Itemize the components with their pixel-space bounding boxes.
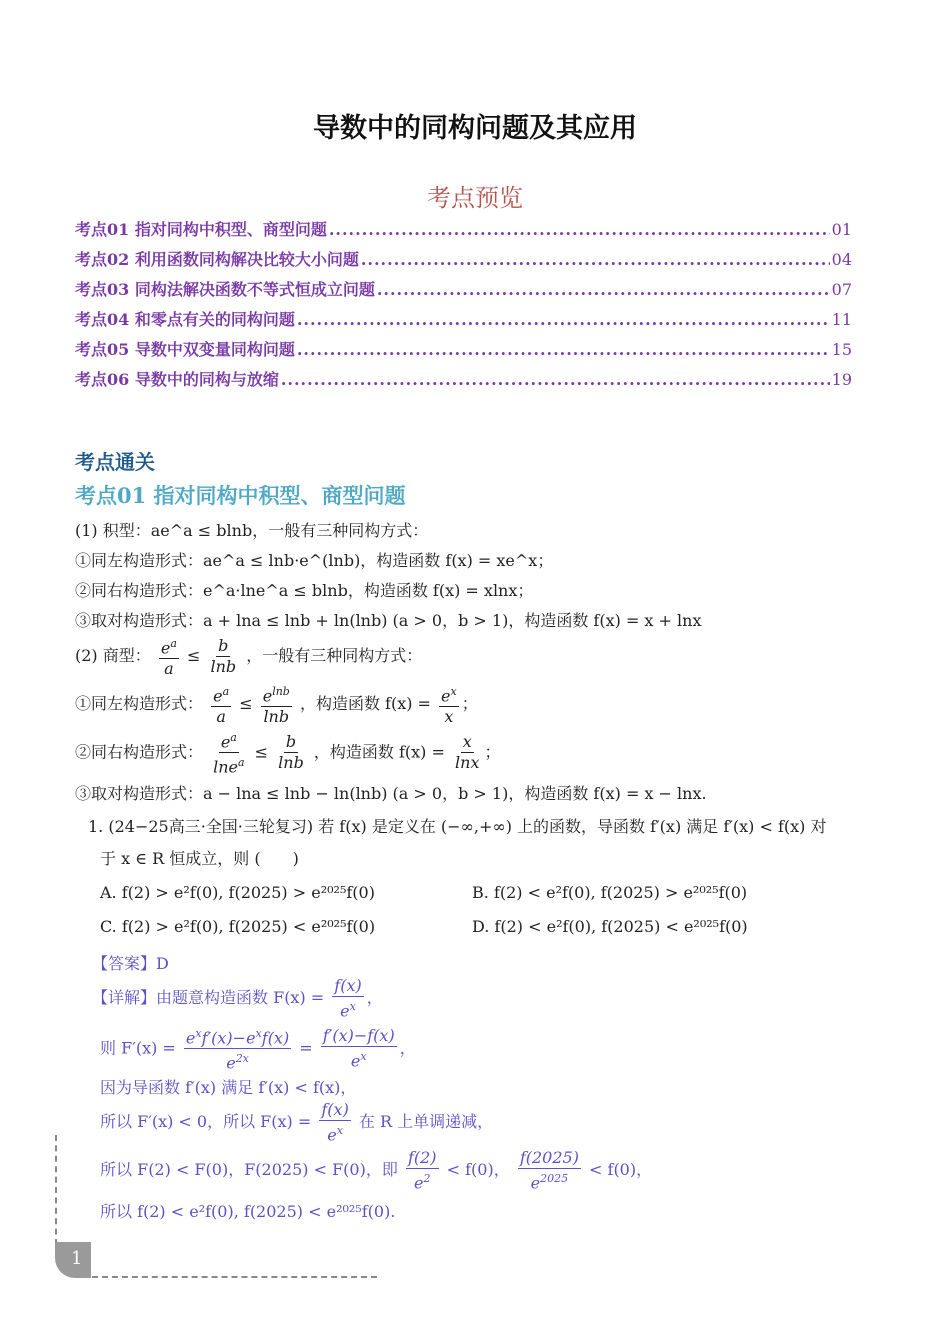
- toc-item[interactable]: [75, 277, 852, 303]
- toc-item-label: 考点02 利用函数同构解决比较大小问题: [75, 250, 359, 269]
- answer-label: 【答案】D: [92, 954, 169, 973]
- toc-item-page: 15: [831, 340, 852, 359]
- fraction: $\frac{e^x}{x}$: [439, 682, 459, 727]
- text-fragment: ，构造函数 f(x) =: [313, 742, 445, 762]
- text-line: (1) 积型：ae^a ≤ blnb，一般有三种同构方式：: [75, 521, 429, 540]
- fraction: $\frac{b}{\ln b}$: [210, 636, 237, 677]
- fraction: $\frac{f(2025)}{e^{2025}}$: [519, 1148, 579, 1193]
- toc-leader: [297, 340, 830, 359]
- text-line: ②同右构造形式：e^a·lne^a ≤ blnb，构造函数 f(x) = xlnx；: [75, 581, 534, 600]
- page-border-vertical: [55, 1135, 57, 1245]
- fraction: $\frac{e^a}{a}$: [211, 682, 231, 727]
- toc-item[interactable]: [75, 337, 852, 363]
- toc-leader: [281, 370, 830, 389]
- toc-item-page: 07: [831, 280, 852, 299]
- formula-line: ①同左构造形式： $\frac{e^a}{a}$ ≤ $\frac{e^{lnb}}{\ln b}$ ，构造函数 f(x) = $\frac{e^x}{x}$ ；: [75, 682, 478, 727]
- explanation-line: [100, 1100, 493, 1145]
- explanation-line: 所以 F(2) < F(0)，F(2025) < F(0)，即 $\frac{f(2)}{e^2}$ < f(0)， $\frac{f(2025)}{e^{2025}}$ < f(0)，: [100, 1148, 653, 1193]
- toc-item-label: 考点01 指对同构中积型、商型问题: [75, 220, 327, 239]
- text-fragment: 则 F′(x) =: [100, 1038, 176, 1058]
- toc-item[interactable]: [75, 367, 852, 393]
- option-b[interactable]: B. f(2) < e²f(0), f(2025) > e²⁰²⁵f(0): [472, 883, 748, 902]
- option-d[interactable]: D. f(2) < e²f(0), f(2025) < e²⁰²⁵f(0): [472, 917, 748, 936]
- text-fragment: ②同右构造形式：: [75, 742, 204, 762]
- page-border-horizontal: [92, 1276, 377, 1278]
- toc-item-label: 考点06 导数中的同构与放缩: [75, 370, 279, 389]
- toc-item-label: 考点05 导数中双变量同构问题: [75, 340, 295, 359]
- toc-item-page: 19: [831, 370, 852, 389]
- toc-leader: [377, 280, 830, 299]
- topic-title: 考点01 指对同构中积型、商型问题: [75, 483, 406, 508]
- formula-line: ②同右构造形式： $\frac{e^a}{\ln e^a}$ ≤ $\frac{b}{\ln b}$ ，构造函数 f(x) = $\frac{x}{\ln x}$ ；: [75, 728, 500, 778]
- toc-item-page: 11: [831, 310, 852, 329]
- fraction: $\frac{f'(x)-f(x)}{e^x}$: [322, 1026, 395, 1071]
- section-heading: 考点通关: [75, 450, 155, 474]
- fraction: $\frac{f(2)}{e^2}$: [407, 1148, 437, 1193]
- fraction: $\frac{x}{\ln x}$: [455, 732, 480, 773]
- fraction: $\frac{f(x)}{e^x}$: [334, 976, 362, 1021]
- fraction: $\frac{e^xf'(x)-e^xf(x)}{e^{2x}}$: [184, 1024, 291, 1074]
- text-fragment: ，一般有三种同构方式：: [246, 646, 423, 666]
- toc-item[interactable]: [75, 217, 852, 243]
- text-fragment: ，构造函数 f(x) =: [299, 694, 431, 714]
- fraction: $\frac{e^a}{a}$: [159, 634, 179, 679]
- text-fragment: ①同左构造形式：: [75, 694, 204, 714]
- page-title: 导数中的同构问题及其应用: [313, 113, 637, 144]
- toc-item-page: 01: [831, 220, 852, 239]
- text-fragment: 所以 F(2) < F(0)，F(2025) < F(0)，即: [100, 1160, 398, 1180]
- text-fragment: 所以 F′(x) < 0，所以 F(x) =: [100, 1112, 312, 1132]
- text-line: ①同左构造形式：ae^a ≤ lnb·e^(lnb)，构造函数 f(x) = xe^x；: [75, 551, 554, 570]
- fraction: $\frac{b}{\ln b}$: [278, 732, 304, 773]
- explanation-line: 因为导函数 f′(x) 满足 f′(x) < f(x)，: [100, 1078, 357, 1097]
- text-fragment: 在 R 上单调递减，: [358, 1112, 494, 1132]
- explanation-line: 则 F′(x) = $\frac{e^xf'(x)-e^xf(x)}{e^{2x}}$ = $\frac{f'(x)-f(x)}{e^x}$ ，: [100, 1024, 416, 1074]
- fraction: $\frac{e^{lnb}}{\ln b}$: [261, 682, 292, 727]
- text-fragment: 【详解】由题意构造函数 F(x) =: [92, 988, 325, 1008]
- toc-item-label: 考点04 和零点有关的同构问题: [75, 310, 295, 329]
- option-c[interactable]: C. f(2) > e²f(0), f(2025) < e²⁰²⁵f(0): [100, 917, 376, 936]
- explanation-line: 【详解】由题意构造函数 F(x) = $\frac{f(x)}{e^x}$ ，: [92, 976, 383, 1021]
- toc-item[interactable]: [75, 307, 852, 333]
- toc-item-page: 04: [831, 250, 852, 269]
- text-line: ③取对构造形式：a − lna ≤ lnb − ln(lnb) (a > 0，b > 1)，构造函数 f(x) = x − lnx.: [75, 784, 707, 803]
- text-line: ③取对构造形式：a + lna ≤ lnb + ln(lnb) (a > 0，b > 1)，构造函数 f(x) = x + lnx: [75, 611, 702, 630]
- explanation-line: 所以 f(2) < e²f(0), f(2025) < e²⁰²⁵f(0).: [100, 1202, 396, 1221]
- toc-leader: [329, 220, 830, 239]
- fraction: $\frac{f(x)}{e^x}$: [321, 1100, 349, 1145]
- question-text: 1. (24−25高三·全国·三轮复习) 若 f(x) 是定义在 (−∞,+∞) 上的函数，导函数 f′(x) 满足 f′(x) < f(x) 对: [88, 817, 827, 836]
- option-a[interactable]: A. f(2) > e²f(0), f(2025) > e²⁰²⁵f(0): [100, 883, 375, 902]
- toc-item[interactable]: [75, 247, 852, 273]
- toc-leader: [297, 310, 830, 329]
- preview-heading: 考点预览: [427, 184, 523, 212]
- quotient-type-line: (2) 商型： $\frac{e^a}{a}$ ≤ $\frac{b}{\ln b}$ ，一般有三种同构方式：: [75, 634, 422, 679]
- toc-item-label: 考点03 同构法解决函数不等式恒成立问题: [75, 280, 375, 299]
- question-text: 于 x ∈ R 恒成立，则 ( ): [100, 849, 299, 868]
- page-number-badge: 1: [55, 1242, 91, 1278]
- toc-leader: [361, 250, 830, 269]
- text-fragment: (2) 商型：: [75, 646, 151, 666]
- fraction: $\frac{e^a}{\ln e^a}$: [211, 728, 246, 778]
